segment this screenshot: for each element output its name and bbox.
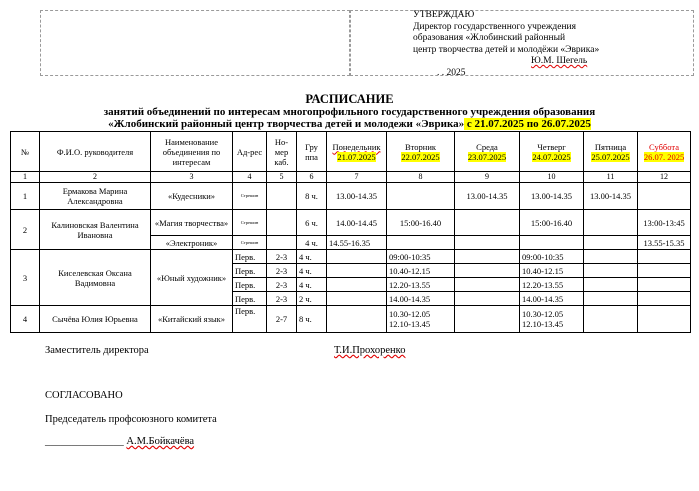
deputy-label: Заместитель директора (45, 345, 149, 356)
header-addr: Ад-рес (233, 132, 267, 172)
title-main: РАСПИСАНИЕ (305, 92, 394, 106)
col-number: 7 (327, 172, 387, 183)
cell-friday (584, 236, 638, 250)
cell-thursday: 15:00-16.40 (520, 210, 584, 236)
document-title (0, 92, 699, 130)
monday-date: 21.07.2025 (337, 151, 376, 162)
row-fio: Сычёва Юлия Юрьевна (40, 306, 151, 333)
monday-label: Понедельник (332, 141, 381, 152)
row-addr: Перв. (233, 264, 267, 278)
row-group: 6 ч. (297, 210, 327, 236)
cell-saturday (638, 306, 691, 333)
cell-saturday: 13:00-13:45 (638, 210, 691, 236)
row-num: 4 (11, 306, 40, 333)
header-tuesday (387, 132, 455, 172)
col-number: 9 (455, 172, 520, 183)
header-monday (327, 132, 387, 172)
agreed-label: СОГЛАСОВАНО (45, 390, 123, 401)
deputy-name: Т.И.Прохоренко (334, 345, 406, 356)
table-header-row (11, 132, 691, 172)
col-number: 3 (151, 172, 233, 183)
row-club-name: «Электроник» (151, 236, 233, 250)
cell-wednesday (455, 278, 520, 292)
row-group: 4 ч. (297, 278, 327, 292)
chair-name: А.М.Бойкачёва (126, 436, 195, 447)
saturday-date: 26.07. 2025 (643, 151, 685, 162)
column-number-row (11, 172, 691, 183)
cell-tuesday: 15:00-16.40 (387, 210, 455, 236)
row-cab: 2-3 (267, 292, 297, 306)
row-addr: Перв. (233, 250, 267, 264)
row-group: 4 ч. (297, 264, 327, 278)
title-line-2: занятий объединений по интересам многопрофильного государственного учреждения образования (103, 106, 596, 118)
cell-thursday (520, 306, 584, 333)
row-club-name: «Юный художник» (151, 250, 233, 306)
approval-line-3: центр творчества детей и молодёжи «Эврика» (413, 44, 600, 55)
thursday-date: 24.07.2025 (532, 151, 571, 162)
cell-thursday: 12.20-13.55 (520, 278, 584, 292)
header-friday (584, 132, 638, 172)
cell-thursday: 14.00-14.35 (520, 292, 584, 306)
cell-friday (584, 292, 638, 306)
row-cab: 2-3 (267, 250, 297, 264)
cell-tuesday (387, 236, 455, 250)
tuesday-slot-2: 12.10-13.45 (389, 319, 431, 329)
cell-thursday (520, 236, 584, 250)
wednesday-label: Среда (476, 141, 498, 152)
col-number: 5 (267, 172, 297, 183)
header-saturday (638, 132, 691, 172)
cell-wednesday (455, 250, 520, 264)
row-addr: Перв. (233, 278, 267, 292)
tuesday-date: 22.07.2025 (401, 151, 440, 162)
cell-thursday: 13.00-14.35 (520, 183, 584, 210)
row-num: 1 (11, 183, 40, 210)
approval-title: УТВЕРЖДАЮ (413, 10, 475, 20)
cell-monday (327, 250, 387, 264)
cell-saturday (638, 278, 691, 292)
wednesday-date: 23.07.2025 (467, 151, 507, 162)
signature-line: _______________ (45, 436, 124, 447)
cell-friday: 13.00-14.35 (584, 183, 638, 210)
table-row (11, 250, 691, 264)
chair-label: Председатель профсоюзного комитета (45, 414, 217, 425)
row-group: 2 ч. (297, 292, 327, 306)
saturday-label: Суббота (649, 141, 679, 152)
header-num: № (11, 132, 40, 172)
title-line-3 (0, 118, 699, 130)
row-group: 8 ч. (297, 183, 327, 210)
cell-wednesday: 13.00-14.35 (455, 183, 520, 210)
cell-tuesday: 09:00-10:35 (387, 250, 455, 264)
row-num: 2 (11, 210, 40, 250)
cell-friday (584, 306, 638, 333)
cell-wednesday (455, 264, 520, 278)
thursday-slot-1: 10.30-12.05 (522, 309, 564, 319)
cell-tuesday (387, 183, 455, 210)
cell-saturday (638, 264, 691, 278)
tuesday-label: Вторник (405, 141, 436, 152)
approval-date: . . 2025 (437, 67, 466, 78)
schedule-table (10, 131, 691, 333)
row-club-name: «Магия творчества» (151, 210, 233, 236)
thursday-slot-2: 12.10-13.45 (522, 319, 564, 329)
cell-tuesday: 12.20-13.55 (387, 278, 455, 292)
approval-line-2: образования «Жлобинский районный (413, 33, 566, 43)
cell-wednesday (455, 210, 520, 236)
friday-date: 25.07.2025 (591, 151, 630, 162)
cell-friday (584, 264, 638, 278)
col-number: 11 (584, 172, 638, 183)
col-number: 4 (233, 172, 267, 183)
row-cab (267, 236, 297, 250)
cell-monday (327, 264, 387, 278)
col-number: 2 (40, 172, 151, 183)
thursday-label: Четверг (537, 141, 566, 152)
cell-monday: 14.55-16.35 (327, 236, 387, 250)
cell-monday (327, 292, 387, 306)
tuesday-slot-1: 10.30-12.05 (389, 309, 431, 319)
header-left-box (40, 10, 350, 76)
cell-monday: 13.00-14.35 (327, 183, 387, 210)
cell-friday (584, 210, 638, 236)
header-name: Наименование объединения по интересам (151, 132, 233, 172)
cell-saturday (638, 183, 691, 210)
row-group: 8 ч. (297, 306, 327, 333)
title-period: с 21.07.2025 по 26.07.2025 (464, 118, 591, 130)
row-cab (267, 210, 297, 236)
row-cab: 2-7 (267, 306, 297, 333)
row-addr: Перв. (233, 292, 267, 306)
row-group: 4 ч. (297, 236, 327, 250)
approval-signer: Ю.М. Шегель (531, 56, 588, 66)
table-row (11, 306, 691, 333)
cell-saturday: 13.55-15.35 (638, 236, 691, 250)
row-group: 4 ч. (297, 250, 327, 264)
row-addr: Перв. (233, 306, 267, 333)
row-num: 3 (11, 250, 40, 306)
cell-tuesday: 14.00-14.35 (387, 292, 455, 306)
approval-line-1: Директор государственного учреждения (413, 21, 576, 32)
col-number: 6 (297, 172, 327, 183)
row-cab: 2-3 (267, 264, 297, 278)
friday-label: Пятница (594, 141, 627, 152)
cell-wednesday (455, 306, 520, 333)
cell-tuesday: 10.40-12.15 (387, 264, 455, 278)
cell-saturday (638, 292, 691, 306)
cell-friday (584, 278, 638, 292)
row-club-name: «Китайский язык» (151, 306, 233, 333)
row-fio: Киселевская Оксана Вадимовна (40, 250, 151, 306)
col-number: 8 (387, 172, 455, 183)
header-cab: Но-мер каб. (267, 132, 297, 172)
row-cab: 2-3 (267, 278, 297, 292)
cell-thursday: 09:00-10:35 (520, 250, 584, 264)
header-fio: Ф.И.О. руководителя (40, 132, 151, 172)
header-thursday (520, 132, 584, 172)
cell-wednesday (455, 236, 520, 250)
cell-thursday: 10.40-12.15 (520, 264, 584, 278)
title-institution: «Жлобинский районный центр творчества детей и молодежи «Эврика» (108, 118, 465, 130)
cell-saturday (638, 250, 691, 264)
cell-wednesday (455, 292, 520, 306)
table-row (11, 210, 691, 236)
cell-monday (327, 278, 387, 292)
chair-signature-line (45, 436, 194, 447)
header-group: Гру ппа (297, 132, 327, 172)
row-fio: Ермакова Марина Александровна (40, 183, 151, 210)
row-cab (267, 183, 297, 210)
col-number: 1 (11, 172, 40, 183)
cell-monday (327, 306, 387, 333)
header-wednesday (455, 132, 520, 172)
table-row (11, 183, 691, 210)
col-number: 10 (520, 172, 584, 183)
row-addr: Стрешин (233, 236, 267, 250)
approval-block (413, 10, 599, 79)
row-addr: Стрешин (233, 210, 267, 236)
cell-monday: 14.00-14.45 (327, 210, 387, 236)
col-number: 12 (638, 172, 691, 183)
row-addr: Стрешин (233, 183, 267, 210)
row-club-name: «Кудесники» (151, 183, 233, 210)
cell-friday (584, 250, 638, 264)
cell-tuesday (387, 306, 455, 333)
row-fio: Калиновская Валентина Ивановна (40, 210, 151, 250)
